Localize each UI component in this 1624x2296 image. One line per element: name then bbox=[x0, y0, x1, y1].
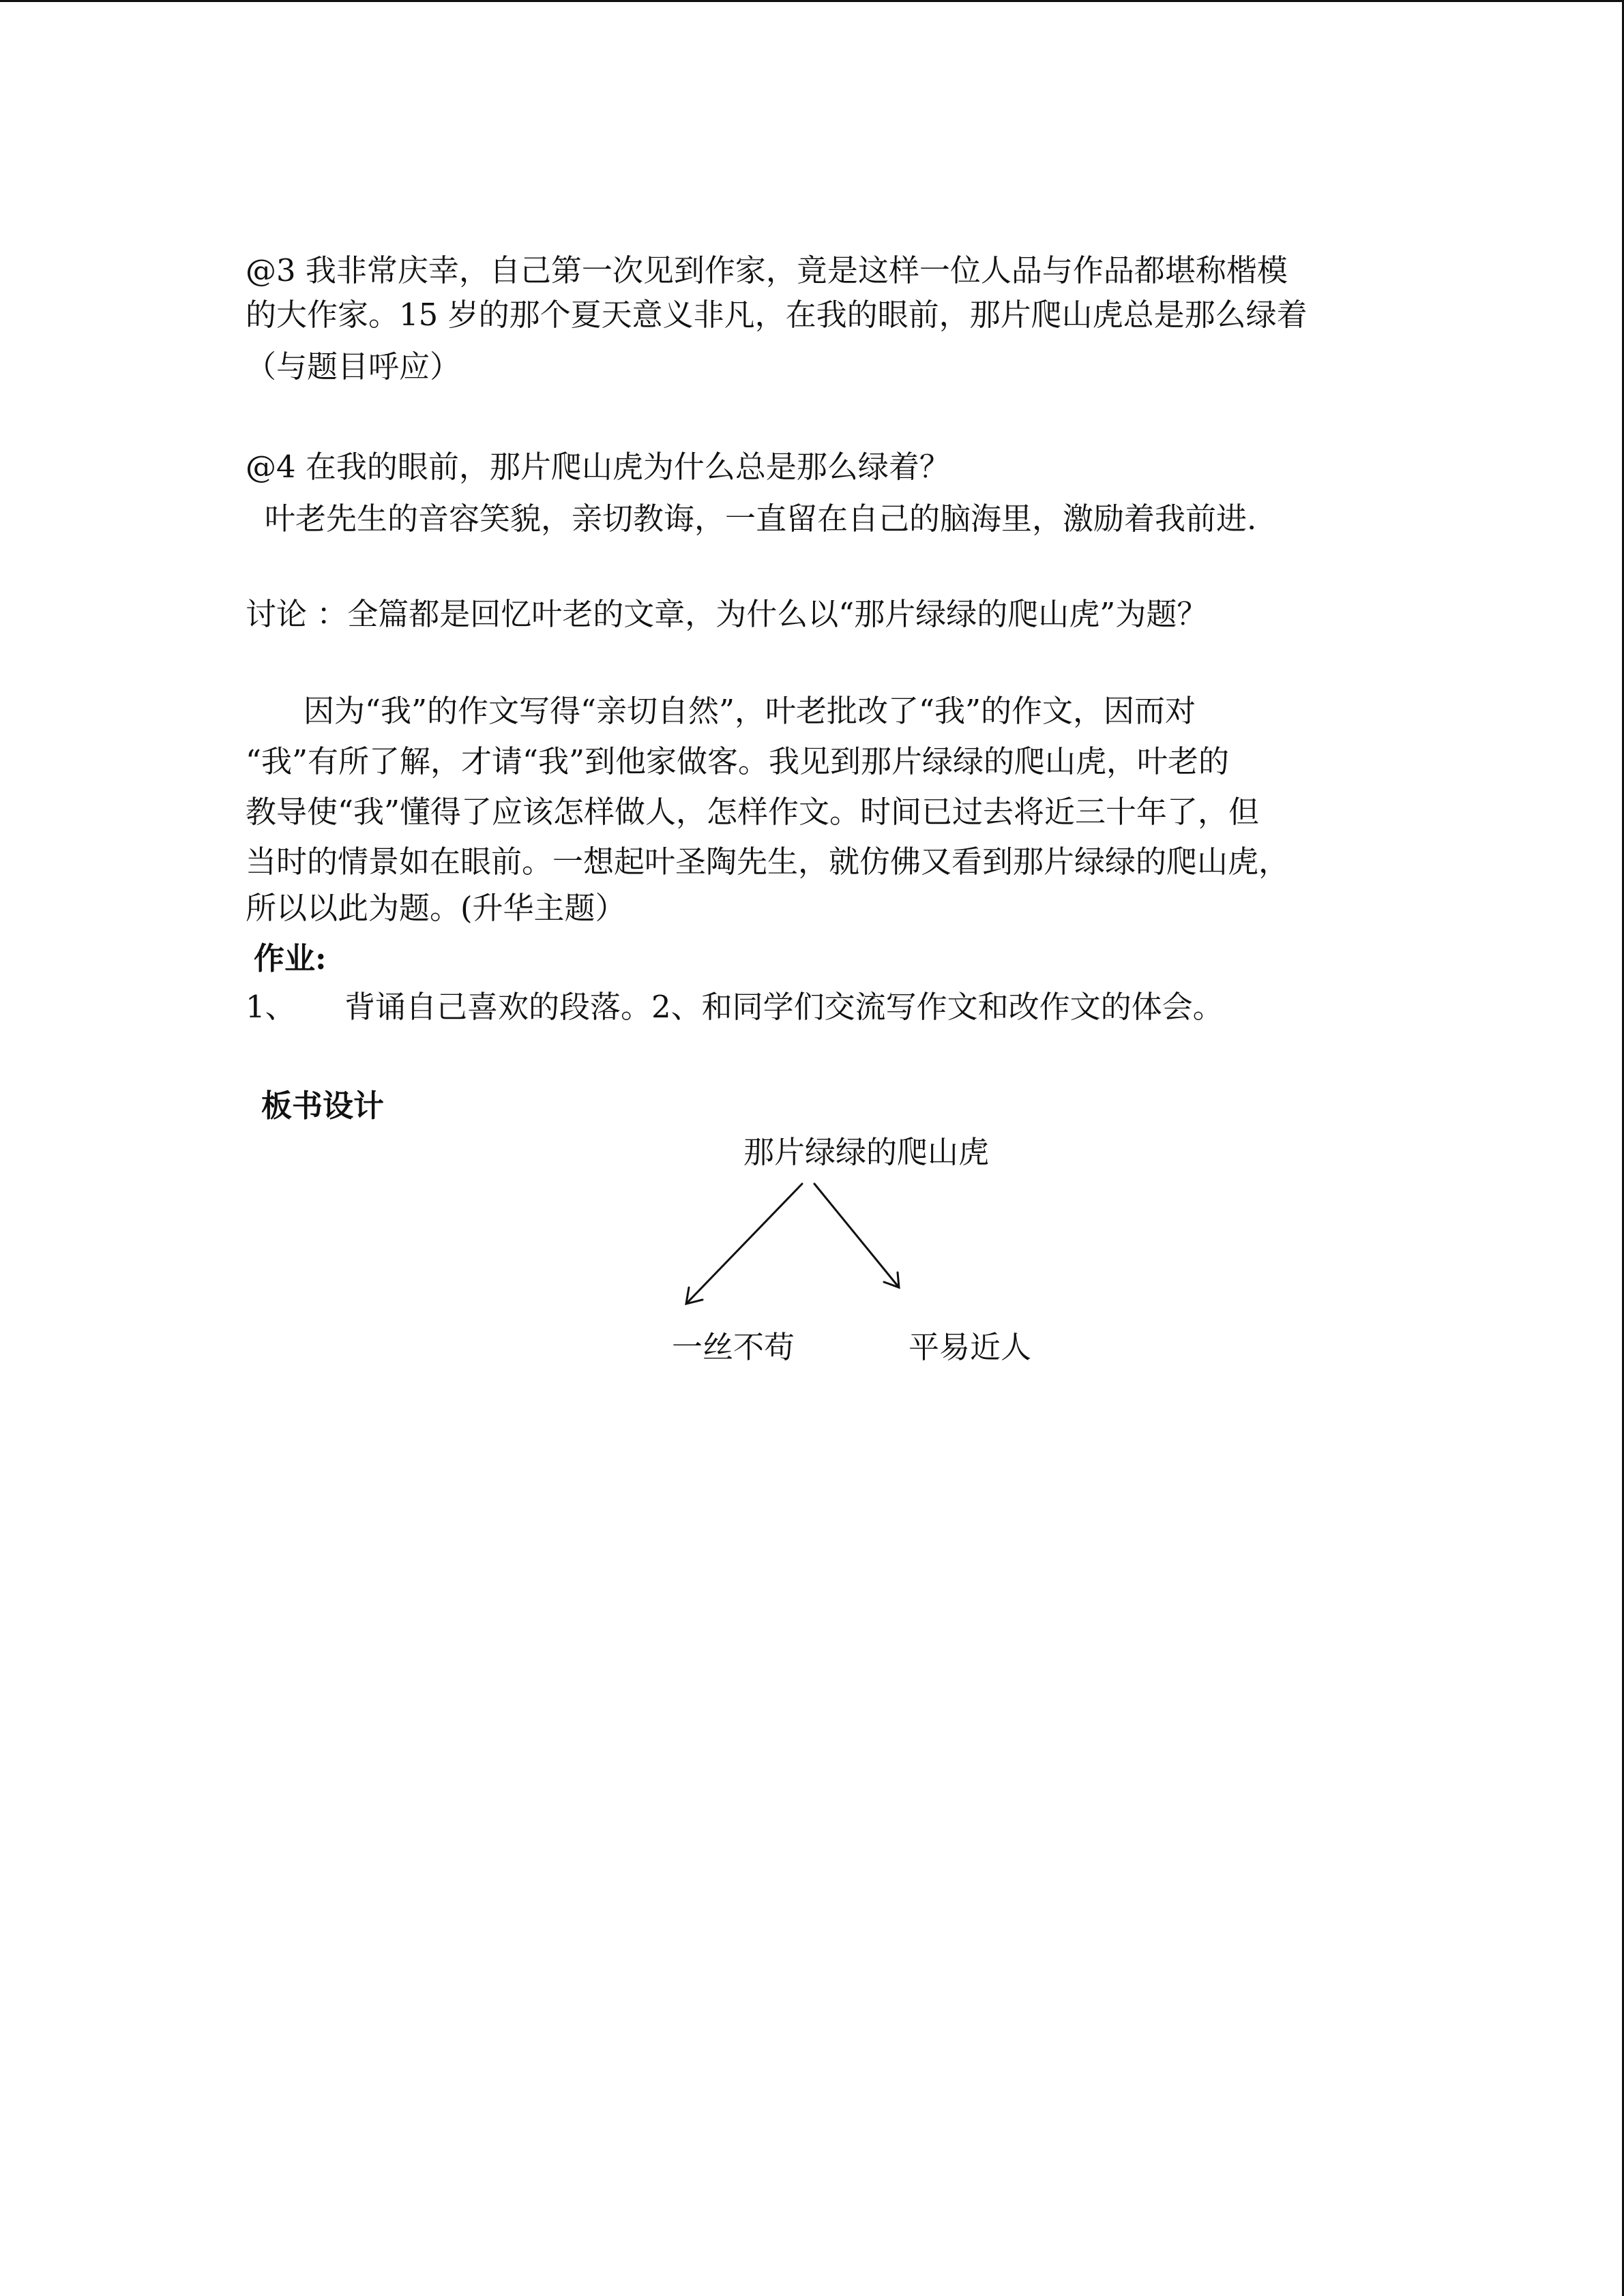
homework-item-text: 背诵自己喜欢的段落。2、和同学们交流写作文和改作文的体会。 bbox=[344, 989, 1224, 1025]
discussion-answer-line-3: 教导使“我”懂得了应该怎样做人，怎样作文。时间已过去将近三十年了，但 bbox=[246, 794, 1260, 830]
homework-item-number: 1、 bbox=[246, 989, 296, 1025]
right-arrow-line bbox=[814, 1184, 899, 1287]
paragraph-3-line-2: 的大作家。15 岁的那个夏天意义非凡，在我的眼前，那片爬山虎总是那么绿着 bbox=[246, 297, 1308, 333]
homework-heading: 作业: bbox=[254, 940, 327, 976]
paragraph-3-line-1: @3 我非常庆幸，自己第一次见到作家，竟是这样一位人品与作品都堪称楷模 bbox=[246, 252, 1288, 288]
board-design-title: 那片绿绿的爬山虎 bbox=[743, 1134, 990, 1170]
discussion-answer-line-1: 因为“我”的作文写得“亲切自然”，叶老批改了“我”的作文，因而对 bbox=[304, 693, 1196, 729]
board-design-left-branch: 一丝不苟 bbox=[672, 1329, 795, 1365]
paragraph-3-line-3: （与题目呼应） bbox=[246, 348, 461, 385]
board-design-diagram bbox=[655, 1118, 1078, 1391]
left-arrow-line bbox=[686, 1184, 802, 1304]
paragraph-4-line-2: 叶老先生的音容笑貌，亲切教诲，一直留在自己的脑海里，激励着我前进. bbox=[265, 501, 1257, 537]
board-design-right-branch: 平易近人 bbox=[909, 1329, 1032, 1365]
paragraph-4-line-1: @4 在我的眼前，那片爬山虎为什么总是那么绿着？ bbox=[246, 449, 950, 485]
page-top-border bbox=[0, 0, 1624, 2]
board-design-heading: 板书设计 bbox=[261, 1088, 385, 1124]
discussion-question: 讨论 ：全篇都是回忆叶老的文章，为什么以“那片绿绿的爬山虎”为题？ bbox=[246, 596, 1208, 632]
discussion-answer-line-5: 所以以此为题。(升华主题） bbox=[246, 890, 626, 926]
discussion-answer-line-2: “我”有所了解，才请“我”到他家做客。我见到那片绿绿的爬山虎，叶老的 bbox=[246, 743, 1230, 779]
discussion-answer-line-4: 当时的情景如在眼前。一想起叶圣陶先生，就仿佛又看到那片绿绿的爬山虎， bbox=[246, 844, 1290, 880]
